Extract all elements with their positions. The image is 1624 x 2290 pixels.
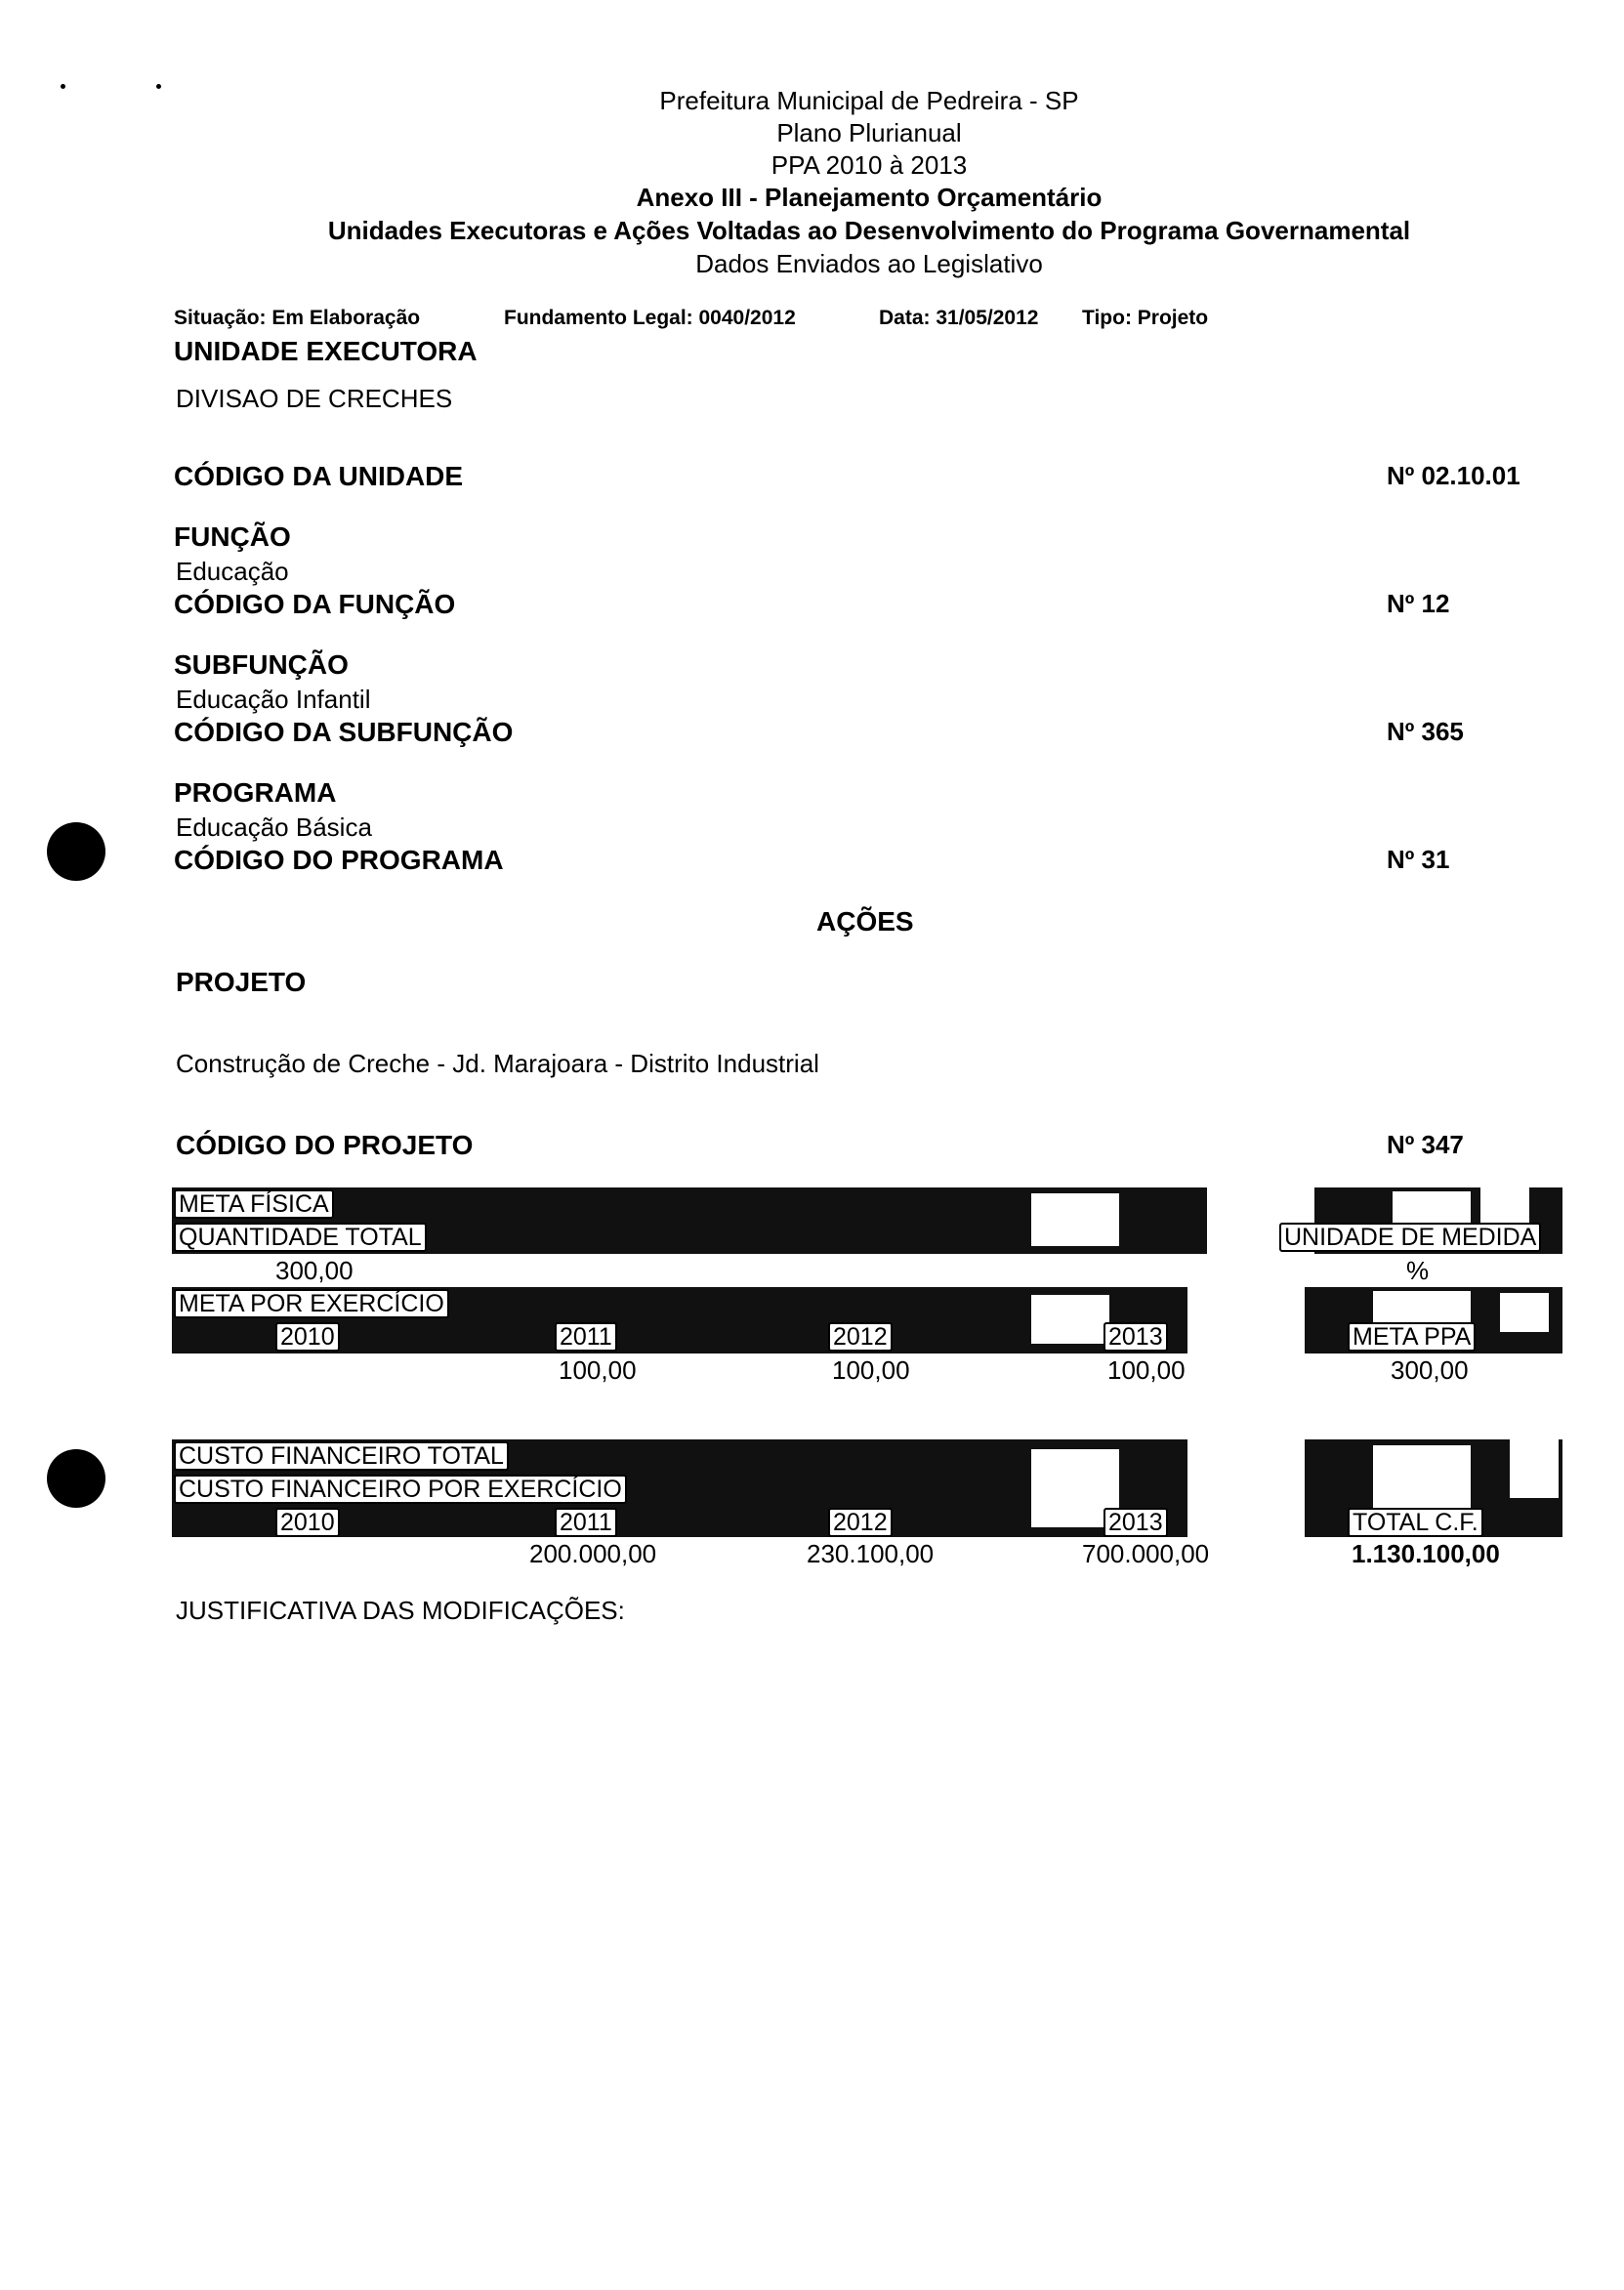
total-cf-value: 1.130.100,00 xyxy=(1352,1539,1500,1568)
punch-hole xyxy=(47,1449,105,1508)
custo-por-exercicio-label: CUSTO FINANCEIRO POR EXERCÍCIO xyxy=(174,1475,627,1504)
funcao-label: FUNÇÃO xyxy=(174,521,291,552)
unidade-value: DIVISAO DE CRECHES xyxy=(176,384,453,413)
projeto-value: Construção de Creche - Jd. Marajoara - Distrito Industrial xyxy=(176,1049,819,1078)
data: Data: 31/05/2012 xyxy=(879,307,1039,329)
codigo-unidade-label: CÓDIGO DA UNIDADE xyxy=(174,461,464,491)
header-line-2: Plano Plurianual xyxy=(776,118,962,147)
header-line-3: PPA 2010 à 2013 xyxy=(770,150,968,180)
custo-value-2011: 200.000,00 xyxy=(529,1539,657,1568)
custo-year-2010: 2010 xyxy=(275,1508,340,1537)
meta-ppa-value: 300,00 xyxy=(1391,1355,1469,1385)
programa-label: PROGRAMA xyxy=(174,777,337,808)
quantidade-total-value: 300,00 xyxy=(275,1256,354,1285)
header-line-6: Dados Enviados ao Legislativo xyxy=(695,249,1043,278)
acoes-title: AÇÕES xyxy=(816,906,914,937)
custo-financeiro-band xyxy=(172,1439,1562,1537)
tipo: Tipo: Projeto xyxy=(1082,307,1209,329)
meta-fisica-band xyxy=(172,1187,1562,1254)
codigo-unidade-value: Nº 02.10.01 xyxy=(1387,461,1520,490)
meta-value-2011: 100,00 xyxy=(559,1355,637,1385)
codigo-projeto-label: CÓDIGO DO PROJETO xyxy=(176,1130,474,1160)
meta-year-2012: 2012 xyxy=(828,1322,893,1352)
unidade-medida-value: % xyxy=(1406,1256,1430,1285)
fundamento-legal: Fundamento Legal: 0040/2012 xyxy=(504,307,796,329)
header-line-5: Unidades Executoras e Ações Voltadas ao Desenvolvimento do Programa Governamental xyxy=(327,216,1411,245)
subfuncao-label: SUBFUNÇÃO xyxy=(174,649,349,680)
codigo-funcao-label: CÓDIGO DA FUNÇÃO xyxy=(174,589,456,619)
meta-exercicio-band xyxy=(172,1287,1562,1353)
custo-value-2013: 700.000,00 xyxy=(1082,1539,1210,1568)
situacao: Situação: Em Elaboração xyxy=(174,307,421,329)
unidade-label: UNIDADE EXECUTORA xyxy=(174,336,478,366)
quantidade-total-label: QUANTIDADE TOTAL xyxy=(174,1223,427,1252)
meta-year-2013: 2013 xyxy=(1103,1322,1168,1352)
codigo-subfuncao-value: Nº 365 xyxy=(1387,717,1464,746)
programa-value: Educação Básica xyxy=(176,812,372,842)
meta-ppa-label: META PPA xyxy=(1348,1322,1476,1352)
custo-year-2013: 2013 xyxy=(1103,1508,1168,1537)
codigo-funcao-value: Nº 12 xyxy=(1387,589,1450,618)
codigo-programa-label: CÓDIGO DO PROGRAMA xyxy=(174,845,504,875)
codigo-subfuncao-label: CÓDIGO DA SUBFUNÇÃO xyxy=(174,717,514,747)
meta-value-2012: 100,00 xyxy=(832,1355,910,1385)
meta-year-2010: 2010 xyxy=(275,1322,340,1352)
header-line-1: Prefeitura Municipal de Pedreira - SP xyxy=(659,86,1079,115)
justificativa-label: JUSTIFICATIVA DAS MODIFICAÇÕES: xyxy=(176,1596,625,1625)
custo-year-2011: 2011 xyxy=(555,1508,617,1537)
total-cf-label: TOTAL C.F. xyxy=(1348,1508,1483,1537)
meta-fisica-title: META FÍSICA xyxy=(174,1189,334,1219)
custo-value-2012: 230.100,00 xyxy=(807,1539,935,1568)
subfuncao-value: Educação Infantil xyxy=(176,685,371,714)
funcao-value: Educação xyxy=(176,557,289,586)
codigo-projeto-value: Nº 347 xyxy=(1387,1130,1464,1159)
punch-hole xyxy=(47,822,105,881)
meta-value-2013: 100,00 xyxy=(1107,1355,1186,1385)
custo-total-title: CUSTO FINANCEIRO TOTAL xyxy=(174,1441,509,1471)
projeto-label: PROJETO xyxy=(176,967,307,997)
header-line-4: Anexo III - Planejamento Orçamentário xyxy=(636,183,1103,212)
meta-year-2011: 2011 xyxy=(555,1322,617,1352)
custo-year-2012: 2012 xyxy=(828,1508,893,1537)
codigo-programa-value: Nº 31 xyxy=(1387,845,1450,874)
meta-por-exercicio-label: META POR EXERCÍCIO xyxy=(174,1289,449,1318)
unidade-medida-label: UNIDADE DE MEDIDA xyxy=(1279,1223,1541,1252)
